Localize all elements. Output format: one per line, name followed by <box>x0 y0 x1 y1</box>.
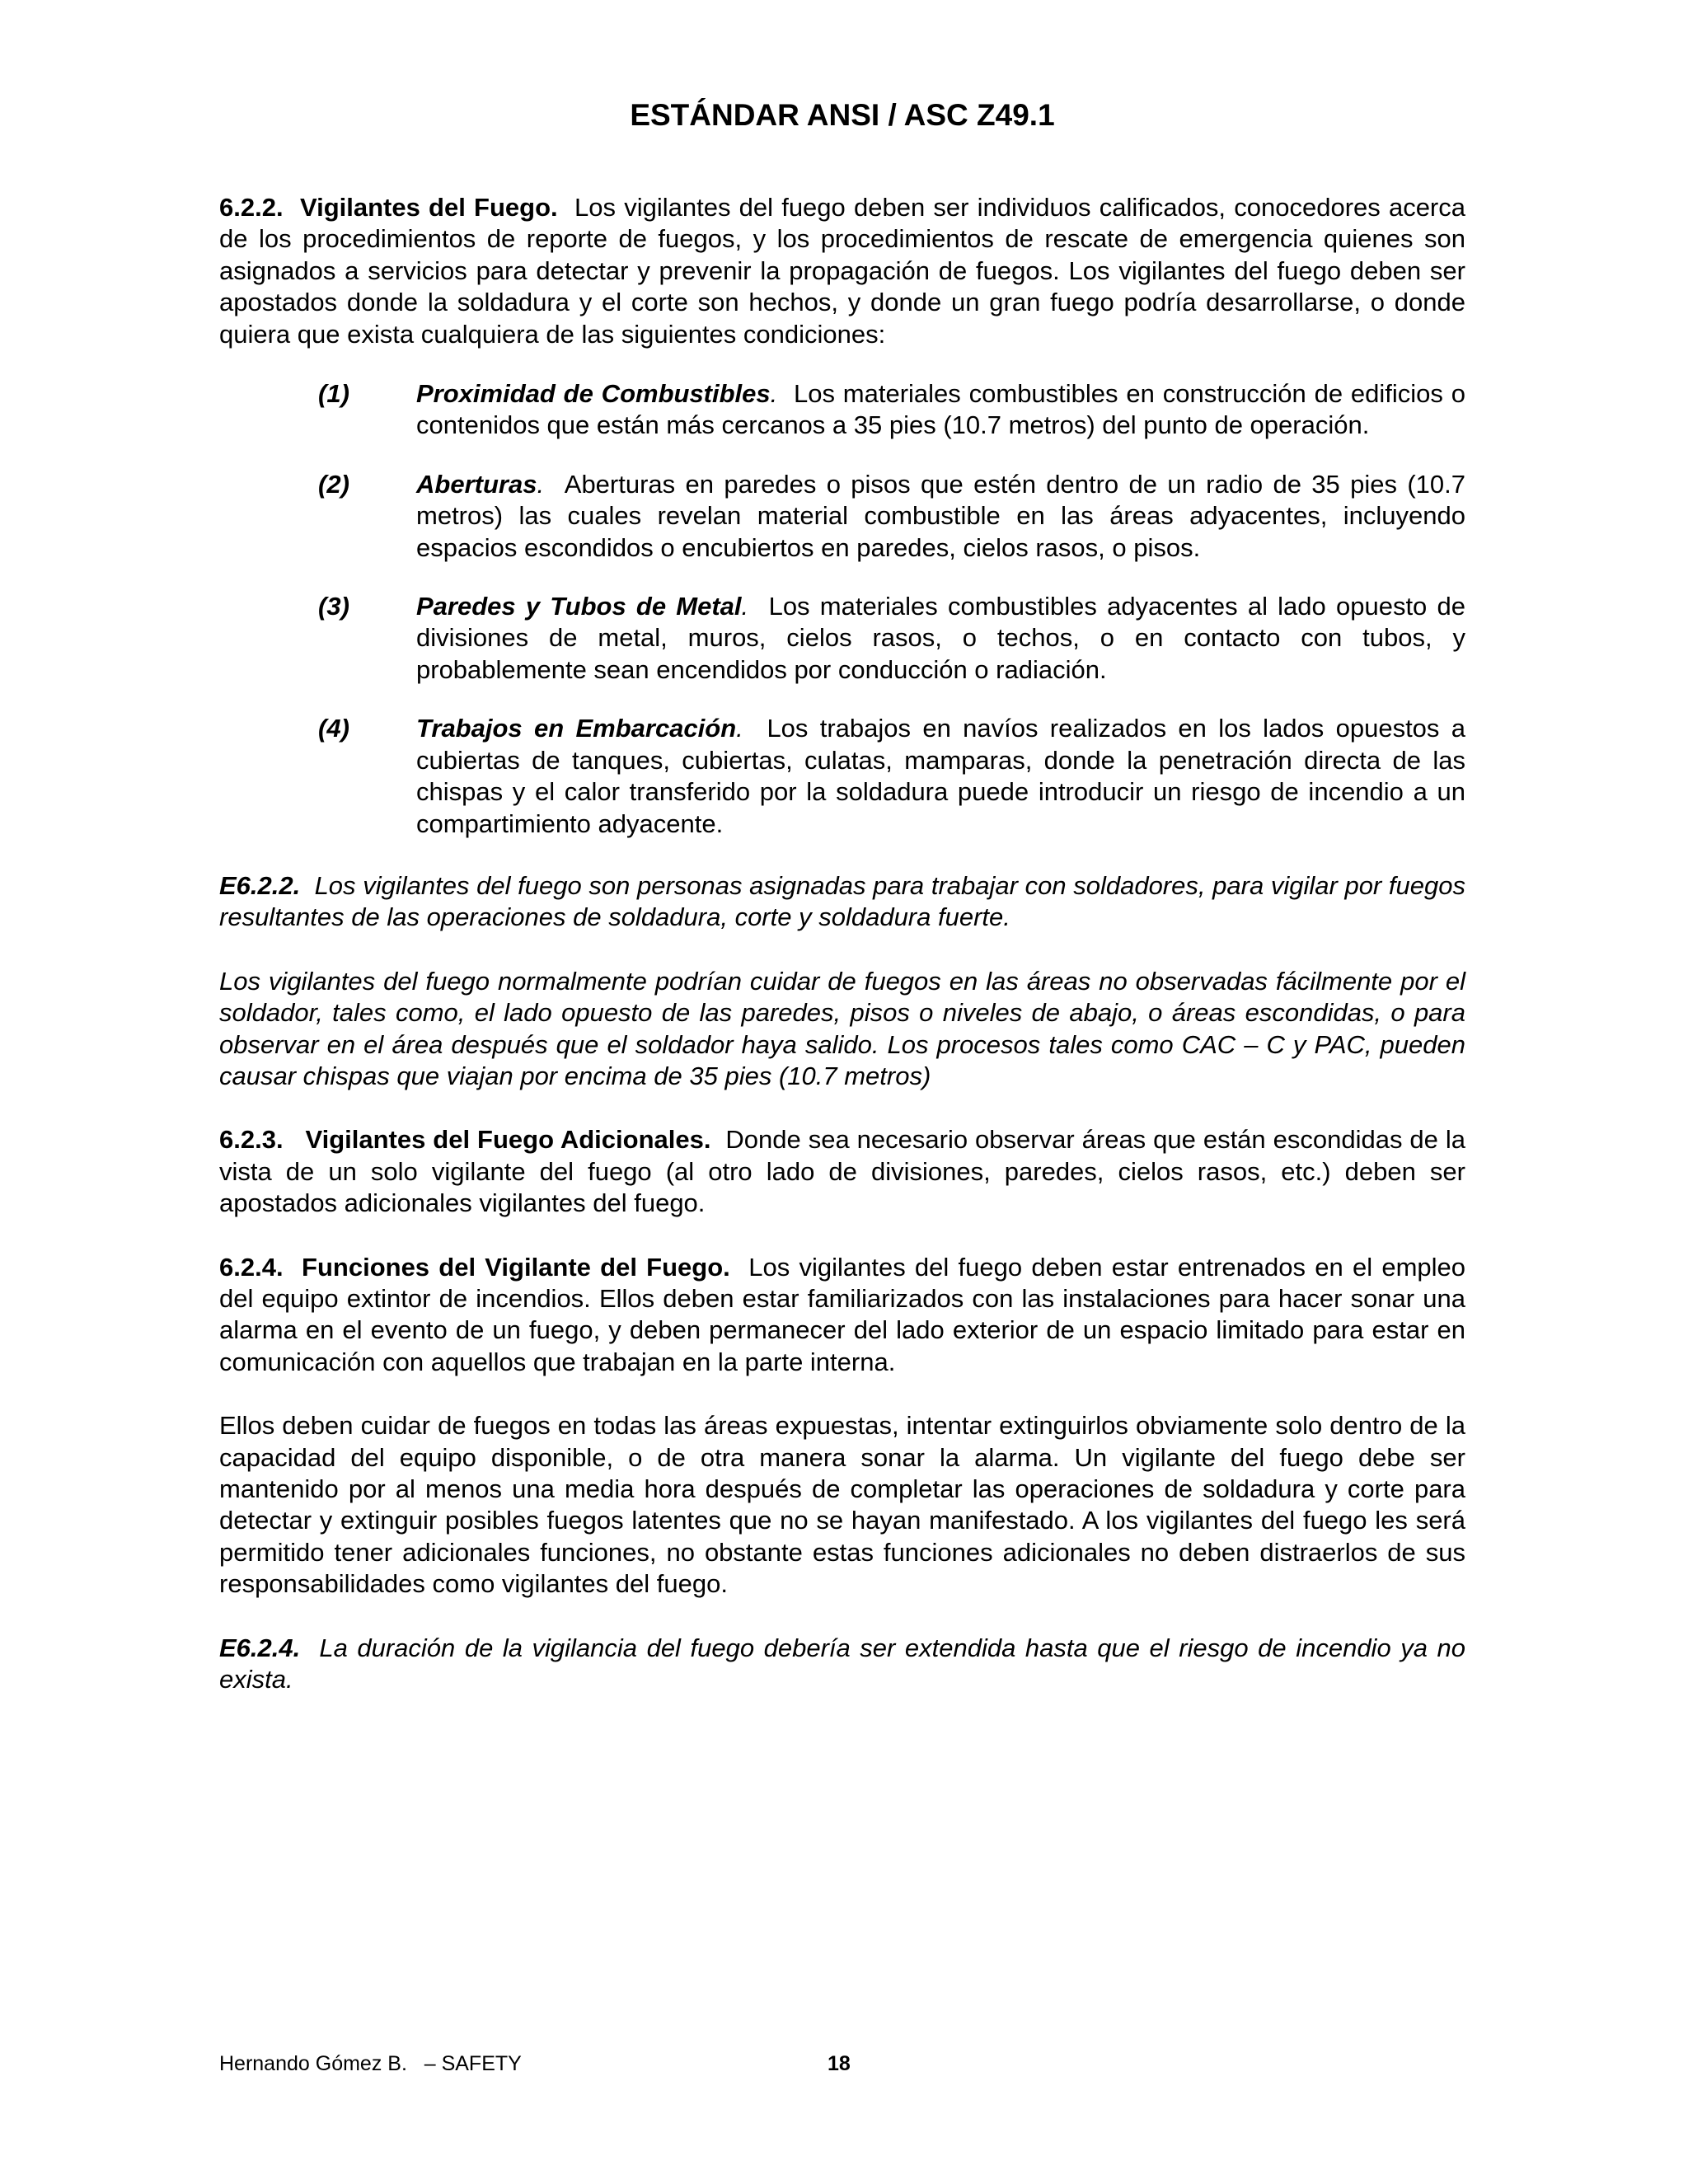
list-marker: (2) <box>318 469 349 499</box>
section-text: Donde sea necesario observar áreas que están escondidas de la vista de un solo vigilante del fuego (al otro lado de divisiones, paredes, cielos rasos, etc.) deben ser apostados adicionales vigilantes del fuego. <box>219 1125 1466 1218</box>
document-body <box>219 192 1465 1727</box>
list-item-text: Los materiales combustibles en construcción de edificios o contenidos que están más cercanos a 35 pies (10.7 metros) del punto de operación. <box>416 379 1465 440</box>
section-6-2-4-continued <box>219 1410 1465 1600</box>
list-item-text: Aberturas en paredes o pisos que estén dentro de un radio de 35 pies (10.7 metros) las cuales revelan material combustible en las áreas adyacentes, incluyendo espacios escondidos o encubiertos en paredes, cielos rasos, o pisos. <box>416 469 1465 562</box>
list-marker: (1) <box>318 379 349 409</box>
list-item: (2) Aberturas. Aberturas en paredes o pisos que estén dentro de un radio de 35 pies (10.7 metros) las cuales revelan material combustible en las áreas adyacentes, incluyendo espacios escondidos o encubiertos en paredes, cielos rasos, o pisos. <box>318 469 1465 562</box>
explanation-text: Los vigilantes del fuego son personas asignadas para trabajar con soldadores, para vigilar por fuegos resultantes de las operaciones de soldadura, corte y soldadura fuerte. <box>219 870 1465 932</box>
page-number: 18 <box>828 2052 851 2075</box>
list-item-title: Trabajos en Embarcación <box>416 714 737 743</box>
footer-author: Hernando Gómez B. – SAFETY <box>219 2052 522 2075</box>
explanation-e6-2-4 <box>219 1633 1465 1696</box>
list-item: (3) Paredes y Tubos de Metal. Los materiales combustibles adyacentes al lado opuesto de divisiones de metal, muros, cielos rasos, o techos, o en contacto con tubos, y probablemente sean encendidos por conducción o radiación. <box>318 592 1465 684</box>
section-heading: Funciones del Vigilante del Fuego. <box>302 1252 730 1282</box>
section-heading: Vigilantes del Fuego Adicionales. <box>305 1125 711 1155</box>
list-item-text: Los materiales combustibles adyacentes al lado opuesto de divisiones de metal, muros, cielos rasos, o techos, o en contacto con tubos, y probablemente sean encendidos por conducción o radiación. <box>416 592 1465 684</box>
section-6-2-2 <box>219 192 1465 350</box>
section-text: Los vigilantes del fuego deben ser individuos calificados, conocedores acerca de los procedimientos de reporte de fuegos, y los procedimientos de rescate de emergencia quienes son asignados a servicios para detectar y prevenir la propagación de fuegos. Los vigilantes del fuego deben ser apostados donde la soldadura y el corte son hechos, y donde un gran fuego podría desarrollarse, o donde quiera que exista cualquiera de las siguientes condiciones: <box>219 193 1465 349</box>
section-6-2-3 <box>219 1124 1465 1219</box>
list-item-title: Paredes y Tubos de Metal <box>416 592 742 621</box>
list-marker: (4) <box>318 714 349 743</box>
explanation-text: Los vigilantes del fuego normalmente podrían cuidar de fuegos en las áreas no observadas fácilmente por el soldador, tales como, el lado opuesto de las paredes, pisos o niveles de abajo, o áreas escondidas, o para observar en el área después que el soldador haya salido. Los procesos tales como CAC – C y PAC, pueden causar chispas que viajan por encima de 35 pies (10.7 metros) <box>219 966 1465 1090</box>
section-number: 6.2.2. <box>219 193 284 222</box>
document-title: ESTÁNDAR ANSI / ASC Z49.1 <box>630 98 1055 132</box>
list-item-title: Proximidad de Combustibles <box>416 379 771 409</box>
section-heading: Vigilantes del Fuego. <box>299 193 558 222</box>
list-item-text: Los trabajos en navíos realizados en los lados opuestos a cubiertas de tanques, cubiertas, culatas, mamparas, donde la penetración directa de las chispas y el calor transferido por la soldadura puede introducir un riesgo de incendio a un compartimiento adyacente. <box>416 714 1465 838</box>
list-item-title: Aberturas <box>416 469 537 499</box>
section-number: 6.2.4. <box>219 1252 284 1282</box>
section-text: Ellos deben cuidar de fuegos en todas las áreas expuestas, intentar extinguirlos obviamente solo dentro de la capacidad del equipo disponible, o de otra manera sonar la alarma. Un vigilante del fuego debe ser mantenido por al menos una media hora después de completar las operaciones de soldadura y corte para detectar y extinguir posibles fuegos latentes que no se hayan manifestado. A los vigilantes del fuego les será permitido tener adicionales funciones, no obstante estas funciones adicionales no deben distraerlos de sus responsabilidades como vigilantes del fuego. <box>219 1411 1465 1599</box>
section-text: Los vigilantes del fuego deben estar entrenados en el empleo del equipo extintor de incendios. Ellos deben estar familiarizados con las instalaciones para hacer sonar una alarma en el evento de un fuego, y deben permanecer del lado exterior de un espacio limitado para estar en comunicación con aquellos que trabajan en la parte interna. <box>219 1252 1466 1376</box>
explanation-e6-2-2 <box>219 870 1465 934</box>
list-item: (4) Trabajos en Embarcación. Los trabajos en navíos realizados en los lados opuestos a cubiertas de tanques, cubiertas, culatas, mamparas, donde la penetración directa de las chispas y el calor transferido por la soldadura puede introducir un riesgo de incendio a un compartimiento adyacente. <box>318 714 1465 838</box>
explanation-number: E6.2.4. <box>219 1633 301 1662</box>
conditions-list <box>219 378 1465 840</box>
list-marker: (3) <box>318 592 349 621</box>
section-6-2-4 <box>219 1252 1465 1379</box>
explanation-e6-2-2-continued <box>219 966 1465 1093</box>
list-item: (1) Proximidad de Combustibles. Los materiales combustibles en construcción de edificios o contenidos que están más cercanos a 35 pies (10.7 metros) del punto de operación. <box>318 379 1465 440</box>
explanation-number: E6.2.2. <box>219 870 301 900</box>
explanation-text: La duración de la vigilancia del fuego debería ser extendida hasta que el riesgo de incendio ya no exista. <box>219 1633 1465 1694</box>
section-number: 6.2.3. <box>219 1125 284 1155</box>
